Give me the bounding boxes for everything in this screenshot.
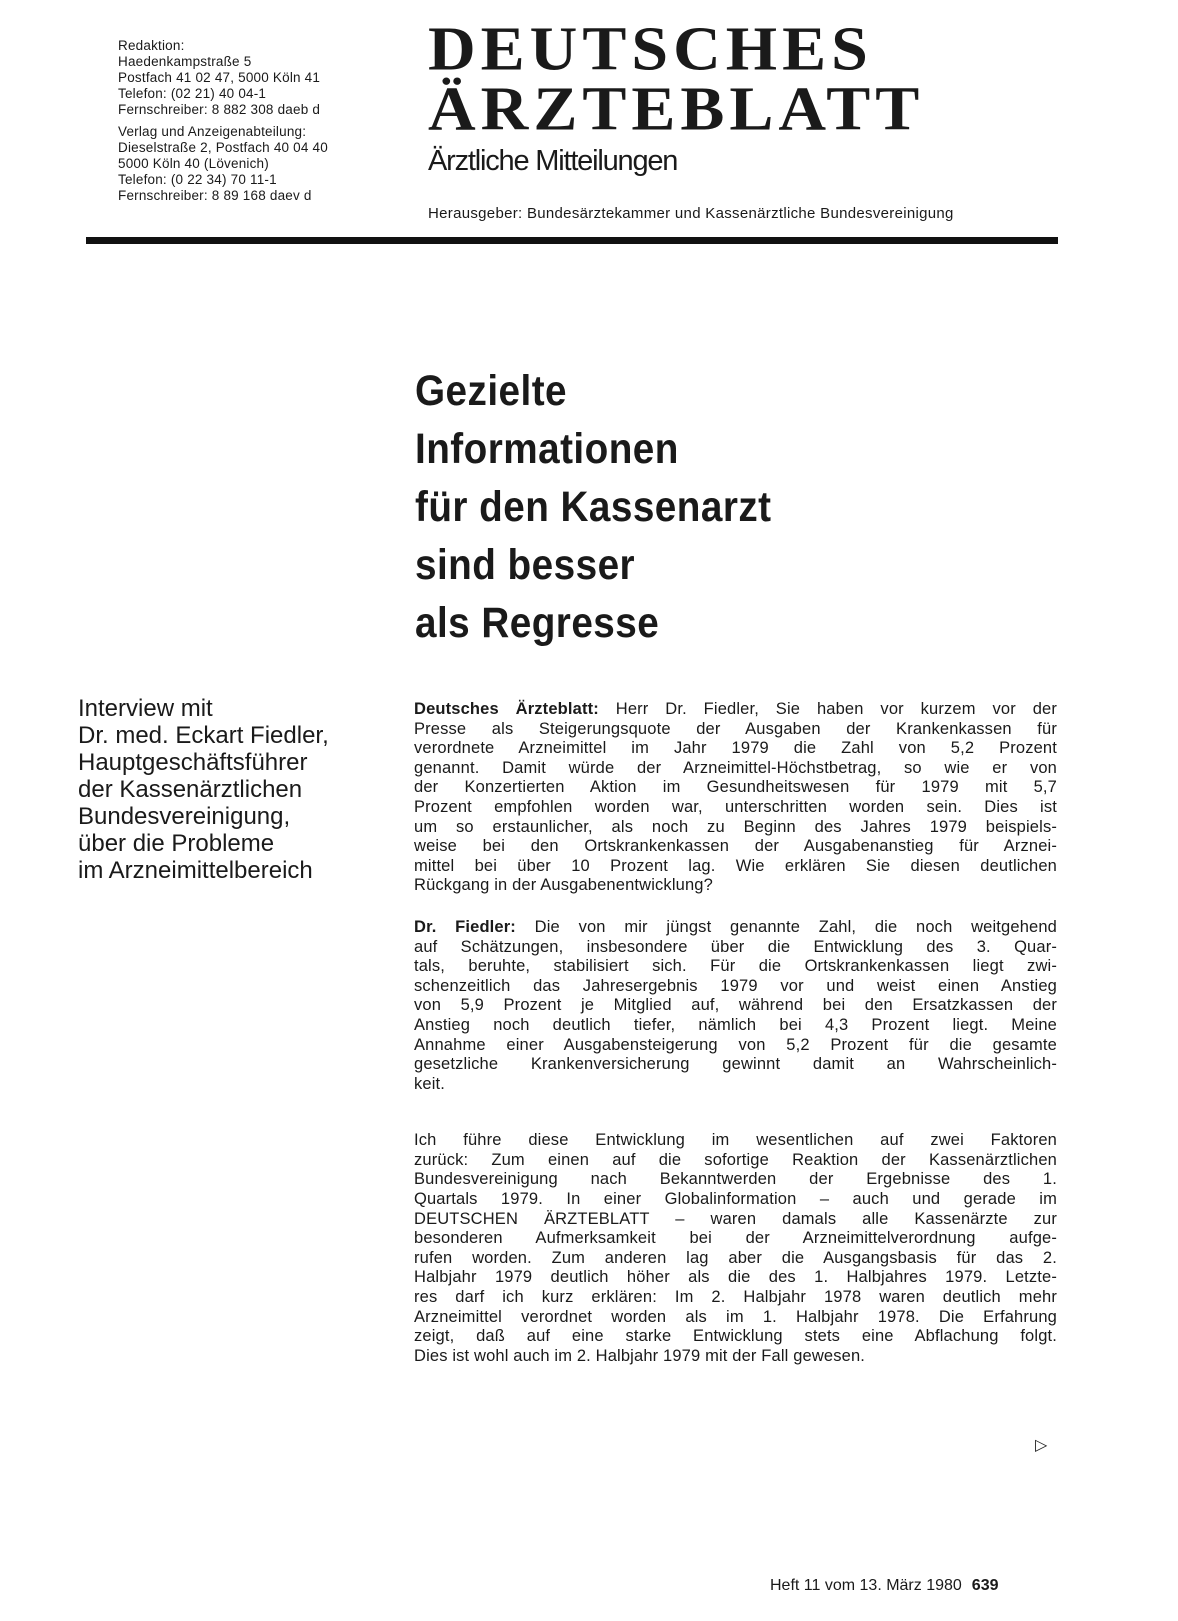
- body-line: Dies ist wohl auch im 2. Halbjahr 1979 mit der Fall gewesen.: [414, 1346, 866, 1365]
- body-line: Prozent empfohlen worden war, unterschritten worden sein. Dies ist: [414, 797, 1057, 816]
- headline-line: als Regresse: [415, 599, 660, 647]
- header-rule: [86, 237, 1058, 244]
- body-line: keit.: [414, 1074, 446, 1093]
- masthead-subtitle: Ärztliche Mitteilungen: [428, 145, 678, 177]
- body-line: DEUTSCHEN ÄRZTEBLATT – waren damals alle Kassenärzte zur: [414, 1209, 1057, 1228]
- contact-line: Dieselstraße 2, Postfach 40 04 40: [118, 140, 328, 155]
- intro-line: Interview mit: [78, 695, 213, 722]
- body-line: verordnete Arzneimittel im Jahr 1979 die Zahl von 5,2 Prozent: [414, 739, 1057, 758]
- body-line: Ich führe diese Entwicklung im wesentlichen auf zwei Faktoren: [414, 1131, 1057, 1150]
- masthead-title-line1: DEUTSCHES: [428, 14, 873, 84]
- masthead: [428, 14, 1078, 178]
- headline-line: für den Kassenarzt: [415, 483, 772, 531]
- body-line: auf Schätzungen, insbesondere über die Entwicklung des 3. Quar-: [414, 937, 1057, 956]
- headline-line: sind besser: [415, 541, 636, 589]
- body-line: der Konzertierten Aktion im Gesundheitswesen für 1979 mit 5,7: [414, 778, 1057, 797]
- publisher-line: Herausgeber: Bundesärztekammer und Kassenärztliche Bundesvereinigung: [428, 205, 954, 222]
- article-intro: [78, 695, 398, 884]
- intro-line: Hauptgeschäftsführer: [78, 749, 308, 776]
- answer-paragraph: [414, 918, 1057, 1094]
- body-line: res darf ich kurz erklären: Im 2. Halbjahr 1978 waren deutlich mehr: [414, 1288, 1057, 1307]
- body-line-text: Die von mir jüngst genannte Zahl, die noch weitgehend: [534, 917, 1058, 936]
- body-line: rufen worden. Zum anderen lag aber die Ausgangsbasis für das 2.: [414, 1248, 1057, 1267]
- body-line: Annahme einer Ausgabensteigerung von 5,2 Prozent für die gesamte: [414, 1035, 1057, 1054]
- body-line: genannt. Damit würde der Arzneimittel-Höchstbetrag, so wie er von: [414, 758, 1057, 777]
- contact-line: Verlag und Anzeigenabteilung:: [118, 124, 307, 139]
- body-line: Presse als Steigerungsquote der Ausgaben der Krankenkassen für: [414, 719, 1057, 738]
- body-line: Quartals 1979. In einer Globalinformation – auch und gerade im: [414, 1190, 1057, 1209]
- intro-line: im Arzneimittelbereich: [78, 857, 313, 884]
- body-line: Rückgang in der Ausgabenentwicklung?: [414, 876, 713, 895]
- article-headline: [415, 362, 975, 652]
- issue-info: Heft 11 vom 13. März 1980: [770, 1577, 962, 1594]
- masthead-title-line2: ÄRZTEBLATT: [428, 74, 925, 144]
- contact-line: Fernschreiber: 8 882 308 daeb d: [118, 102, 321, 117]
- speaker-label: Deutsches Ärzteblatt:: [414, 700, 599, 718]
- body-line: Bundesvereinigung nach Bekanntwerden der Ergebnisse des 1.: [414, 1170, 1057, 1189]
- continue-arrow-icon: ▷: [1035, 1437, 1048, 1454]
- body-line: von 5,9 Prozent je Mitglied auf, während bei den Ersatzkassen der: [414, 996, 1057, 1015]
- body-line: zurück: Zum einen auf die sofortige Reaktion der Kassenärztlichen: [414, 1150, 1057, 1169]
- body-line: weise bei den Ortskrankenkassen der Ausgabenanstieg für Arznei-: [414, 837, 1057, 856]
- body-line: schenzeitlich das Jahresergebnis 1979 vor und weist einen Anstieg: [414, 976, 1057, 995]
- contact-line: Fernschreiber: 8 89 168 daev d: [118, 188, 312, 203]
- body-line: [414, 700, 1057, 720]
- contact-line: Telefon: (02 21) 40 04-1: [118, 86, 267, 101]
- body-line: Arzneimittel verordnet worden als im 1. Halbjahr 1978. Die Erfahrung: [414, 1307, 1057, 1326]
- body-line: mittel bei über 10 Prozent lag. Wie erklären Sie diesen deutlichen: [414, 856, 1057, 875]
- intro-line: Bundesvereinigung,: [78, 803, 291, 830]
- page-number: 639: [971, 1577, 999, 1594]
- contact-block: [118, 38, 408, 204]
- body-line: zeigt, daß auf eine starke Entwicklung stets eine Abflachung folgt.: [414, 1327, 1057, 1346]
- article-body: [414, 700, 1057, 1366]
- headline-line: Informationen: [415, 425, 679, 473]
- contact-line: 5000 Köln 40 (Lövenich): [118, 156, 269, 171]
- intro-line: der Kassenärztlichen: [78, 776, 303, 803]
- body-line: besonderen Aufmerksamkeit bei der Arzneimittelverordnung aufge-: [414, 1229, 1057, 1248]
- question-paragraph: [414, 700, 1057, 896]
- intro-line: Dr. med. Eckart Fiedler,: [78, 722, 329, 749]
- headline-line: Gezielte: [415, 367, 568, 415]
- contact-line: Haedenkampstraße 5: [118, 54, 252, 69]
- body-line: Anstieg noch deutlich tiefer, nämlich bei 4,3 Prozent liegt. Meine: [414, 1015, 1057, 1034]
- body-line: [414, 918, 1057, 938]
- body-line: gesetzliche Krankenversicherung gewinnt damit an Wahrscheinlich-: [414, 1055, 1057, 1074]
- body-line-text: Herr Dr. Fiedler, Sie haben vor kurzem vor der: [615, 700, 1057, 718]
- body-line: Halbjahr 1979 deutlich höher als die des 1. Halbjahres 1979. Letzte-: [414, 1268, 1057, 1287]
- speaker-label: Dr. Fiedler:: [414, 917, 516, 936]
- contact-line: Postfach 41 02 47, 5000 Köln 41: [118, 70, 321, 85]
- page-footer: [770, 1577, 999, 1595]
- answer-paragraph: [414, 1131, 1057, 1366]
- intro-line: über die Probleme: [78, 830, 275, 857]
- body-line: um so erstaunlicher, als noch zu Beginn des Jahres 1979 beispiels-: [414, 817, 1057, 836]
- body-line: tals, beruhte, stabilisiert sich. Für die Ortskrankenkassen liegt zwi-: [414, 957, 1057, 976]
- contact-line: Redaktion:: [118, 38, 185, 53]
- contact-line: Telefon: (0 22 34) 70 11-1: [118, 172, 277, 187]
